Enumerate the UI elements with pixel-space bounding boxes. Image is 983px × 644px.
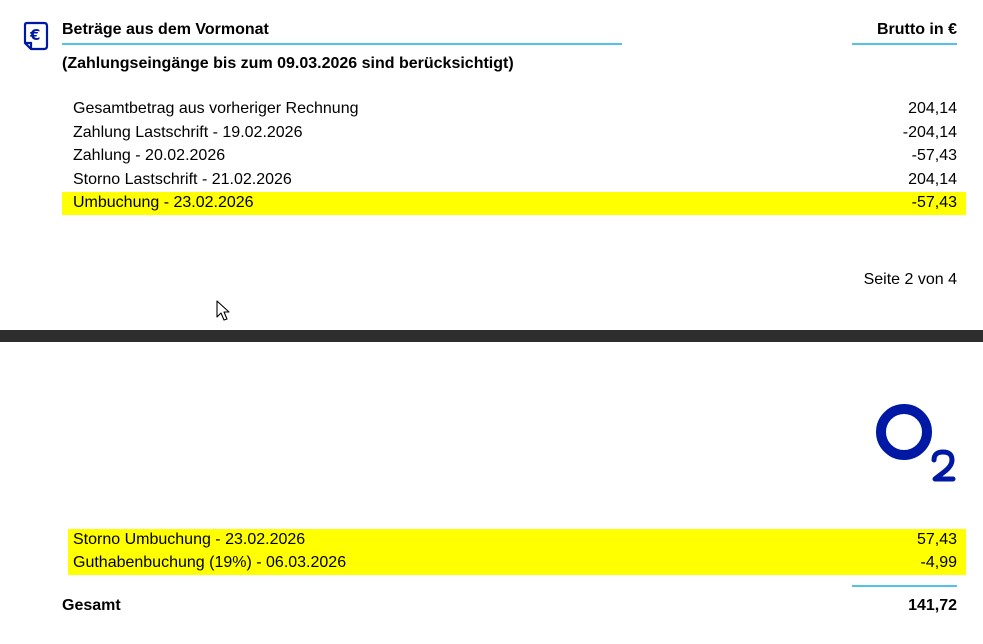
table-row [62, 98, 966, 121]
section-subtitle: (Zahlungseingänge bis zum 09.03.2026 sind berücksichtigt) [62, 55, 514, 72]
table-row-highlighted [68, 552, 966, 575]
row-label: Zahlung - 20.02.2026 [73, 147, 226, 164]
mouse-cursor-icon [216, 300, 232, 322]
svg-text:€: € [30, 26, 41, 44]
total-amount: 141,72 [908, 597, 957, 614]
table-row [62, 169, 966, 192]
total-label: Gesamt [62, 597, 121, 614]
row-amount: 57,43 [916, 531, 957, 548]
page-number: Seite 2 von 4 [863, 271, 957, 288]
row-amount: -57,43 [911, 147, 957, 164]
table-row-highlighted [62, 192, 966, 215]
page-divider [0, 330, 983, 342]
table-row-highlighted [68, 529, 966, 552]
row-label: Storno Umbuchung - 23.02.2026 [73, 531, 306, 548]
table-row [62, 145, 966, 168]
row-label: Zahlung Lastschrift - 19.02.2026 [73, 124, 303, 141]
row-label: Umbuchung - 23.02.2026 [73, 194, 254, 211]
invoice-page-3 [0, 342, 983, 644]
row-label: Gesamtbetrag aus vorheriger Rechnung [73, 100, 359, 117]
header-underline [62, 43, 622, 45]
row-label: Guthabenbuchung (19%) - 06.03.2026 [73, 554, 347, 571]
column-header-underline [852, 43, 957, 45]
row-amount: -4,99 [920, 554, 957, 571]
table-row [62, 122, 966, 145]
row-label: Storno Lastschrift - 21.02.2026 [73, 171, 292, 188]
total-underline [852, 585, 957, 587]
column-header-brutto: Brutto in € [877, 21, 957, 38]
section-title: Beträge aus dem Vormonat [62, 21, 269, 38]
row-amount: -57,43 [911, 194, 957, 211]
row-amount: -204,14 [902, 124, 957, 141]
o2-logo-icon [874, 400, 958, 482]
row-amount: 204,14 [908, 100, 957, 117]
row-amount: 204,14 [908, 171, 957, 188]
euro-document-icon [22, 20, 50, 52]
